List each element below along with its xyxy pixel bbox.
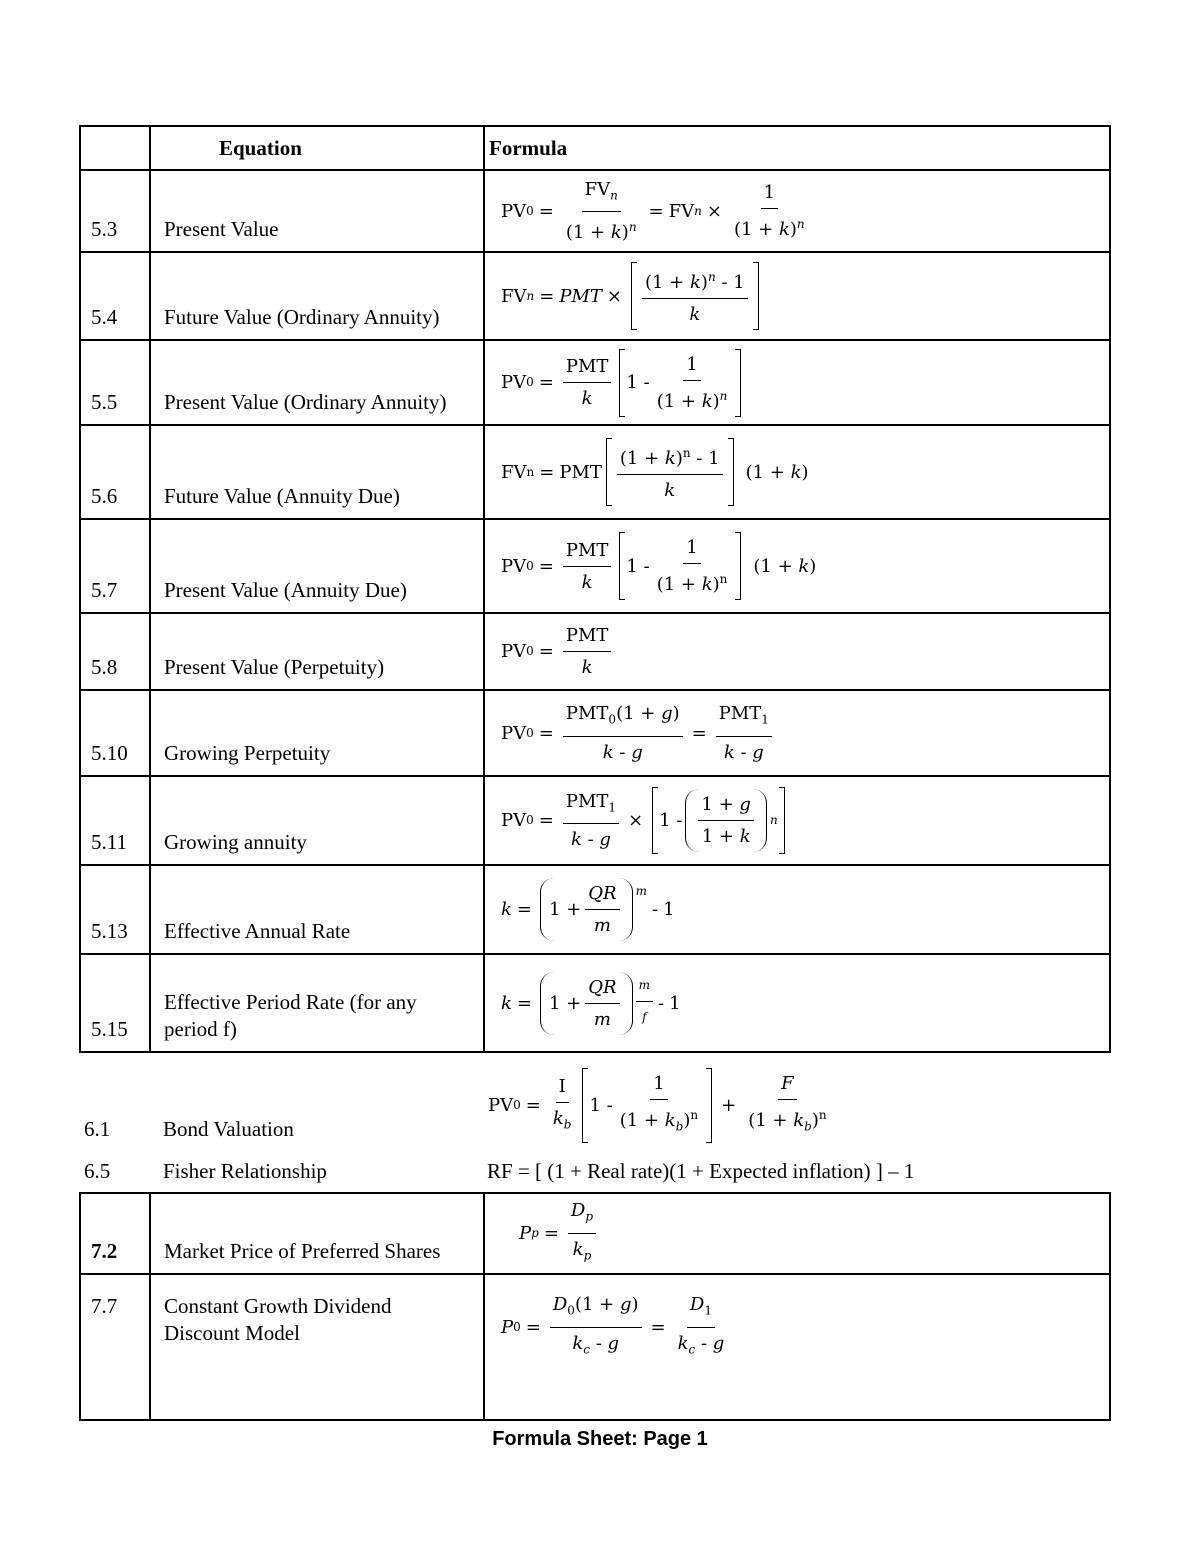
equation-number: 5.5 [80,340,150,425]
page-footer: Formula Sheet: Page 1 [492,1428,708,1450]
equation-name: Present Value [150,170,484,252]
table-row [80,690,1110,776]
formula-table-2 [79,1192,1111,1421]
table-row [80,954,1110,1052]
table-row [80,776,1110,865]
equation-number: 5.15 [80,954,150,1052]
formula-5-5: PV 0 = $\frac{\text{PMT}}{k}$ 1 - $\frac{1}{(1 + k)^n}$ [484,340,1110,425]
equation-number: 7.7 [80,1274,150,1420]
equation-number: 5.8 [80,613,150,690]
table-row [80,340,1110,425]
table-row [80,425,1110,519]
formula-table [79,125,1111,1053]
formula-5-11: PV 0 = $\frac{PMT_1}{k - g}$ × 1 - $\frac{1 + g}{1 + k}$ n [484,776,1110,865]
equation-name: Growing annuity [150,776,484,865]
header-equation: Equation [150,126,484,170]
equation-number: 5.6 [80,425,150,519]
fisher-name: Fisher Relationship [163,1159,327,1183]
equation-number: 5.10 [80,690,150,776]
equation-name: Market Price of Preferred Shares [150,1193,484,1274]
formula-5-4: FV n = PMT × $\frac{(1 + k)^n - 1}{k}$ [484,252,1110,340]
bond-name: Bond Valuation [163,1117,294,1141]
equation-name: Future Value (Annuity Due) [150,425,484,519]
formula-6-1: PV 0 = $\frac{I}{k_b}$ 1 - $\frac{1}{(1 + k_b)^n}$ + $\frac{F}{(1 + k_b)^n}$ [488,1068,834,1143]
equation-name: Present Value (Annuity Due) [150,519,484,613]
equation-name: Constant Growth Dividend Discount Model [150,1274,484,1420]
bond-number: 6.1 [84,1117,111,1141]
formula-5-7: PV 0 = $\frac{\text{PMT}}{k}$ 1 - $\frac{1}{(1 + k)^n}$ (1 + k) [484,519,1110,613]
header-formula: Formula [484,126,1110,170]
table-row [80,1193,1110,1274]
formula-5-3: PV 0 = $\frac{FV_n}{(1 + k)^n}$ = FV n × $\frac{1}{(1 + k)^n}$ [484,170,1110,252]
formula-5-6: FV n = PMT $\frac{(1 + k)^n - 1}{k}$ (1 + k) [484,425,1110,519]
formula-7-2: P p = $\frac{D_p}{k_p}$ [484,1193,1110,1274]
header-col-number [80,126,150,170]
equation-number: 7.2 [80,1193,150,1274]
equation-number: 5.11 [80,776,150,865]
formula-5-8: PV 0 = $\frac{\text{PMT}}{k}$ [484,613,1110,690]
equation-name: Present Value (Ordinary Annuity) [150,340,484,425]
equation-number: 5.4 [80,252,150,340]
table-row [80,865,1110,954]
equation-number: 5.13 [80,865,150,954]
fisher-formula: RF = [ (1 + Real rate)(1 + Expected inflation) ] – 1 [487,1159,915,1183]
fisher-number: 6.5 [84,1159,111,1183]
table-row [80,170,1110,252]
table-row [80,519,1110,613]
equation-name: Growing Perpetuity [150,690,484,776]
formula-5-13: k = 1 + $\frac{QR}{m}$ $^m$ - 1 [484,865,1110,954]
formula-7-7: P 0 = $\frac{D_0(1 + g)}{k_c - g}$ = $\frac{D_1}{k_c - g}$ [484,1274,1110,1420]
table-row [80,613,1110,690]
equation-number: 5.7 [80,519,150,613]
table-row [80,1274,1110,1420]
equation-number: 5.3 [80,170,150,252]
equation-name: Effective Period Rate (for any period f) [150,954,484,1052]
formula-5-15: k = 1 + $\frac{QR}{m}$ $\frac{m}{f}$ - 1 [484,954,1110,1052]
equation-name: Present Value (Perpetuity) [150,613,484,690]
equation-name: Effective Annual Rate [150,865,484,954]
equation-name: Future Value (Ordinary Annuity) [150,252,484,340]
formula-5-10: PV 0 = $\frac{PMT_0(1 + g)}{k - g}$ = $\frac{PMT_1}{k - g}$ [484,690,1110,776]
table-header-row [80,126,1110,170]
table-row [80,252,1110,340]
